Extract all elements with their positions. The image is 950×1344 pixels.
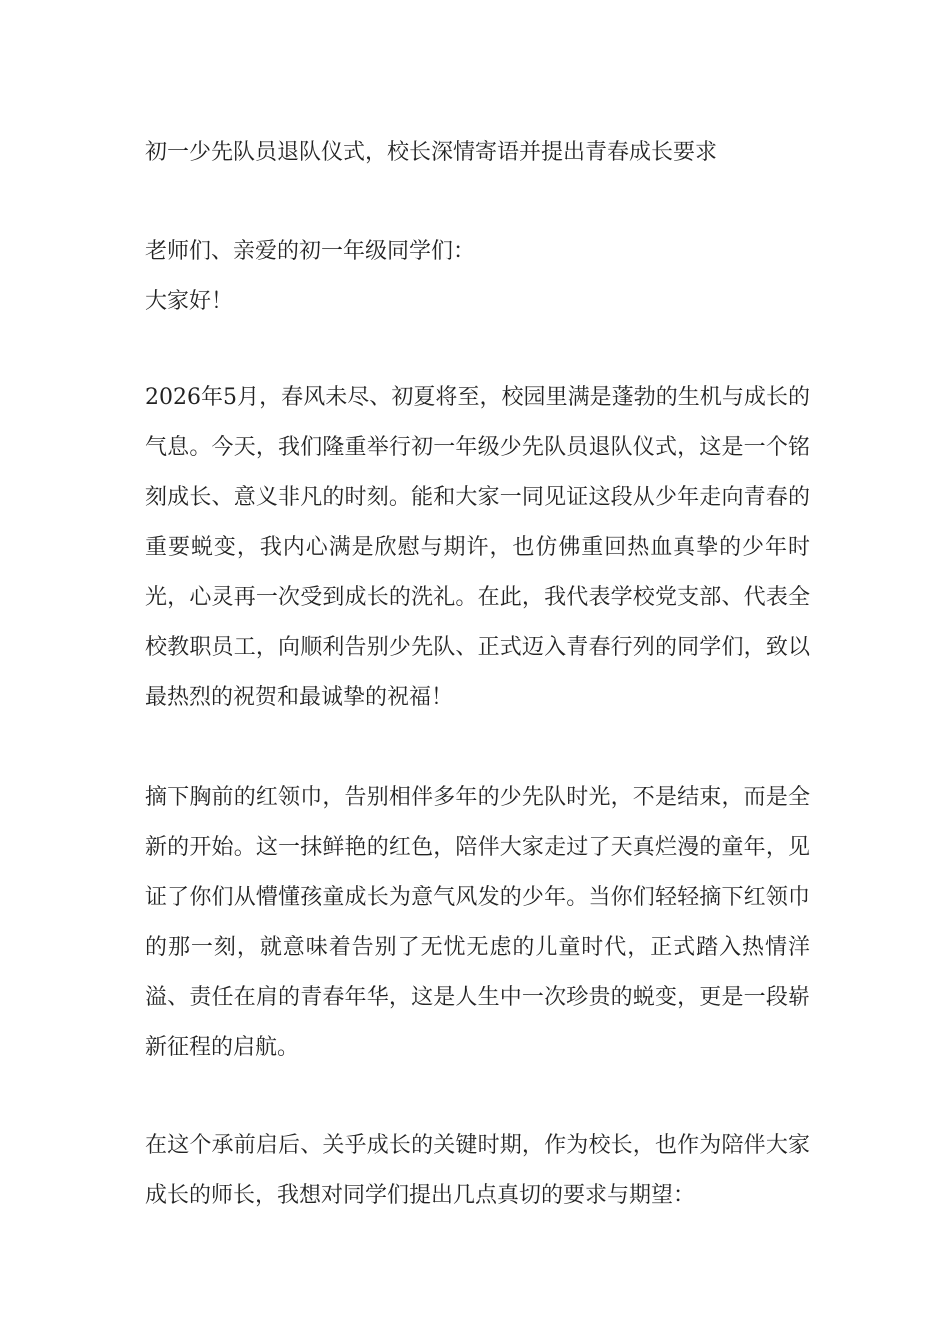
document-title: 初一少先队员退队仪式，校长深情寄语并提出青春成长要求 xyxy=(145,140,718,165)
salutation: 老师们、亲爱的初一年级同学们： xyxy=(145,239,476,264)
greeting: 大家好！ xyxy=(145,289,234,314)
document-page xyxy=(145,0,810,1344)
paragraph-opening: 2026年5月，春风未尽、初夏将至，校园里满是蓬勃的生机与成长的气息。今天，我们隆重举行初一年级少先队员退队仪式，这是一个铭刻成长、意义非凡的时刻。能和大家一同见证这段从少年走向青春的重要蜕变，我内心满是欣慰与期许，也仿佛重回热血真挚的少年时光，心灵再一次受到成长的洗礼。在此，我代表学校党支部、代表全校教职员工，向顺利告别少先队、正式迈入青春行列的同学们，致以最热烈的祝贺和最诚挚的祝福！ xyxy=(145,385,810,710)
paragraph-expectations: 在这个承前启后、关乎成长的关键时期，作为校长，也作为陪伴大家成长的师长，我想对同学们提出几点真切的要求与期望： xyxy=(145,1133,810,1208)
paragraph-red-scarf: 摘下胸前的红领巾，告别相伴多年的少先队时光，不是结束，而是全新的开始。这一抹鲜艳的红色，陪伴大家走过了天真烂漫的童年，见证了你们从懵懂孩童成长为意气风发的少年。当你们轻轻摘下红领巾的那一刻，就意味着告别了无忧无虑的儿童时代，正式踏入热情洋溢、责任在肩的青春年华，这是人生中一次珍贵的蜕变，更是一段崭新征程的启航。 xyxy=(145,785,810,1060)
